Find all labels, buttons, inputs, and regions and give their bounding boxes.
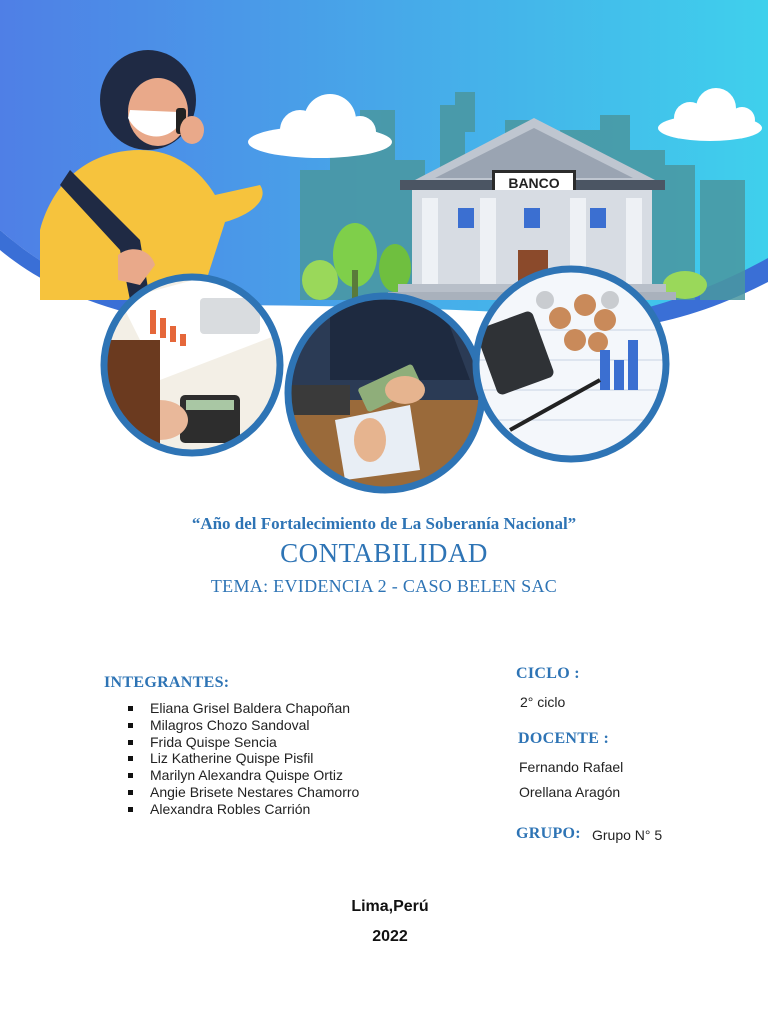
member-item: Angie Brisete Nestares Chamorro (128, 784, 359, 801)
topic-title: TEMA: EVIDENCIA 2 - CASO BELEN SAC (210, 576, 558, 596)
members-heading: INTEGRANTES: (104, 674, 230, 691)
grupo-heading: GRUPO: (516, 825, 581, 842)
bank-sign: BANCO (508, 175, 560, 191)
member-item: Marilyn Alexandra Quispe Ortiz (128, 767, 359, 784)
ciclo-heading: CICLO : (516, 665, 580, 682)
member-item: Eliana Grisel Baldera Chapoñan (128, 700, 359, 717)
header-illustration (0, 0, 768, 500)
place: Lima,Perú (351, 898, 429, 915)
docente-heading: DOCENTE : (518, 730, 610, 747)
docente-name-line-2: Orellana Aragón (519, 784, 621, 800)
docente-name-line-1: Fernando Rafael (519, 759, 624, 775)
ciclo-value: 2° ciclo (520, 694, 566, 710)
members-list (128, 700, 359, 818)
member-item: Milagros Chozo Sandoval (128, 717, 359, 734)
member-item: Alexandra Robles Carrión (128, 801, 359, 818)
member-item: Liz Katherine Quispe Pisfil (128, 750, 359, 767)
national-motto: “Año del Fortalecimiento de La Soberanía Nacional” (191, 514, 577, 533)
subject-title: CONTABILIDAD (280, 538, 488, 568)
member-item: Frida Quispe Sencia (128, 734, 359, 751)
year: 2022 (372, 928, 408, 945)
grupo-value: Grupo N° 5 (592, 827, 663, 843)
